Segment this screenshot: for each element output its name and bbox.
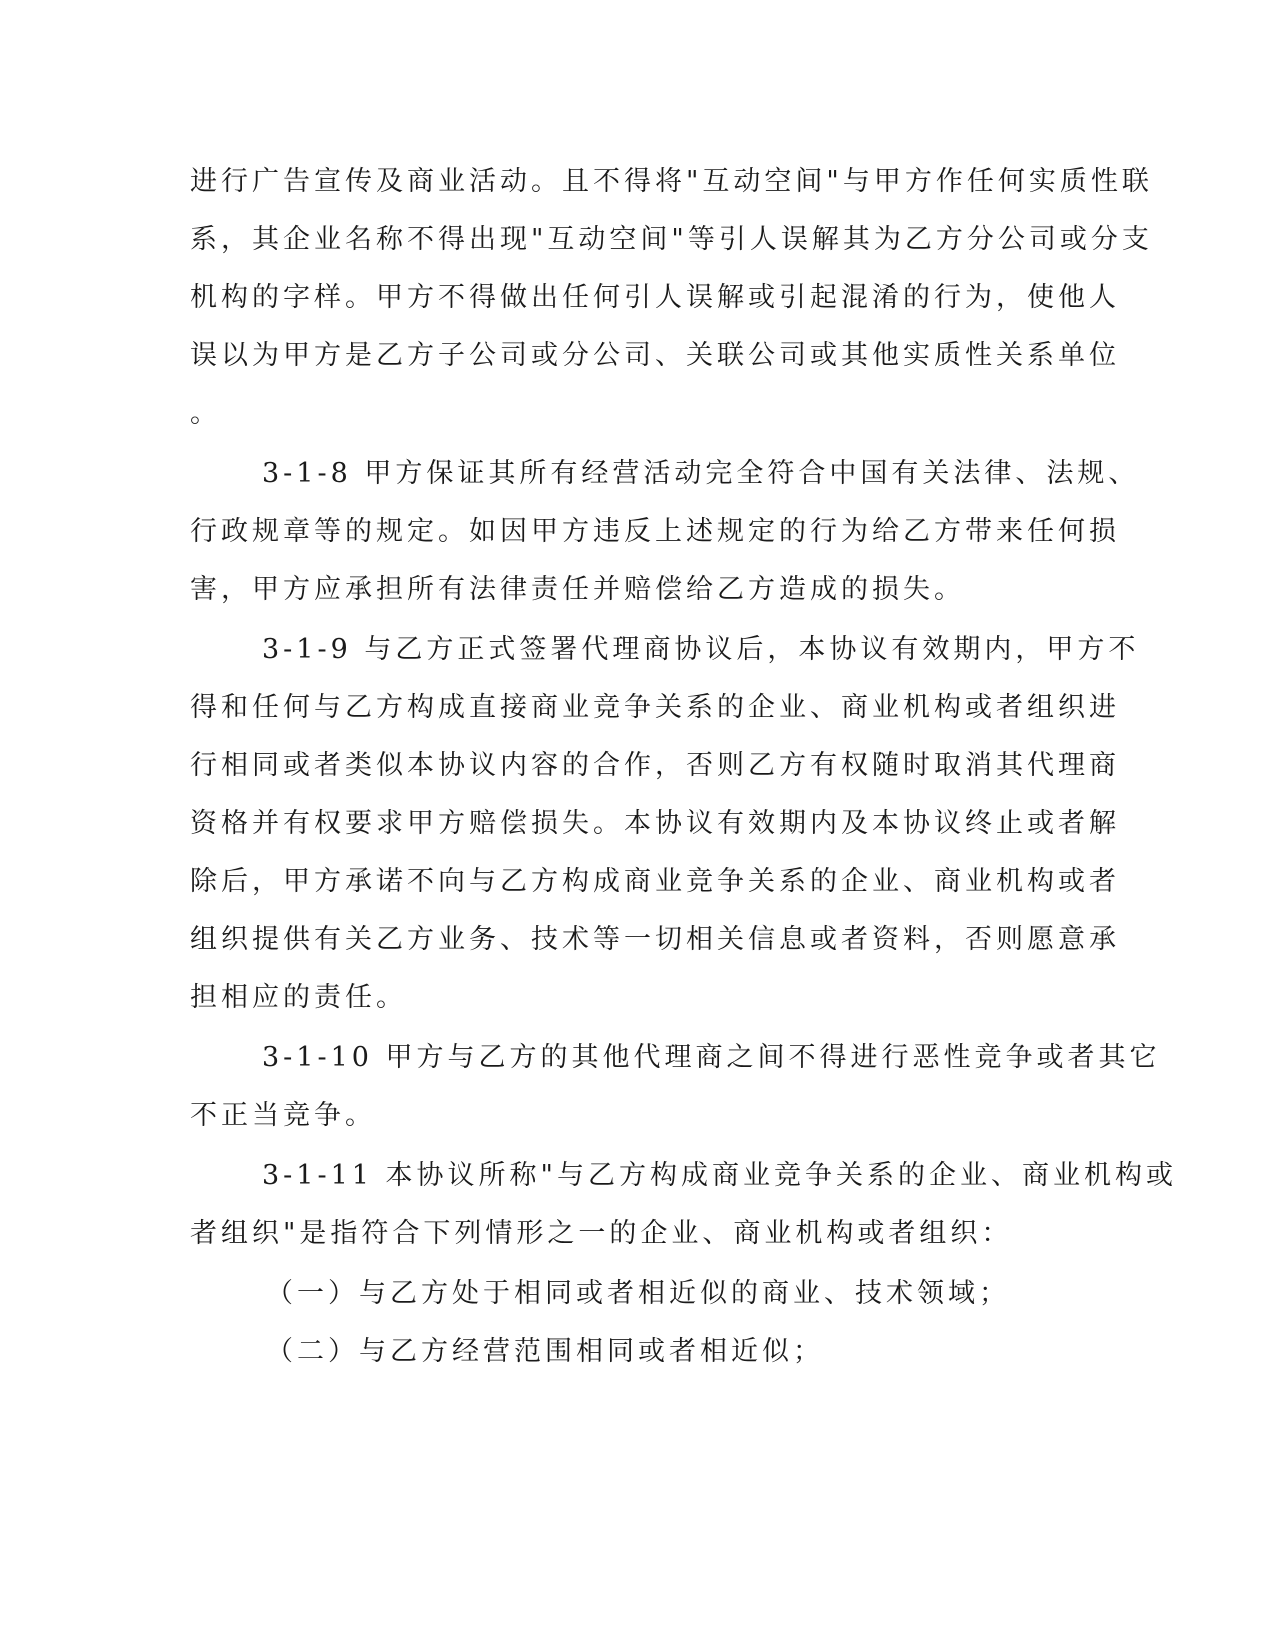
text-line: 者组织"是指符合下列情形之一的企业、商业机构或者组织： bbox=[190, 1218, 1013, 1249]
text-line: 害，甲方应承担所有法律责任并赔偿给乙方造成的损失。 bbox=[190, 574, 965, 605]
list-item: （二）与乙方经营范围相同或者相近似； bbox=[266, 1336, 824, 1367]
text-line: 机构的字样。甲方不得做出任何引人误解或引起混淆的行为，使他人 bbox=[190, 282, 1120, 313]
text-line: 行政规章等的规定。如因甲方违反上述规定的行为给乙方带来任何损 bbox=[190, 516, 1120, 547]
text-line: 除后，甲方承诺不向与乙方构成商业竞争关系的企业、商业机构或者 bbox=[190, 866, 1120, 897]
text-line: 组织提供有关乙方业务、技术等一切相关信息或者资料，否则愿意承 bbox=[190, 924, 1120, 955]
clause-3-1-8-start: 3-1-8 甲方保证其所有经营活动完全符合中国有关法律、法规、 bbox=[262, 458, 1140, 489]
text-line: 不正当竞争。 bbox=[190, 1100, 376, 1131]
clause-3-1-9-start: 3-1-9 与乙方正式签署代理商协议后，本协议有效期内，甲方不 bbox=[262, 634, 1140, 665]
list-item: （一）与乙方处于相同或者相近似的商业、技术领域； bbox=[266, 1278, 1010, 1309]
text-line: 得和任何与乙方构成直接商业竞争关系的企业、商业机构或者组织进 bbox=[190, 692, 1120, 723]
clause-3-1-10-start: 3-1-10 甲方与乙方的其他代理商之间不得进行恶性竞争或者其它 bbox=[262, 1042, 1161, 1073]
text-line: 行相同或者类似本协议内容的合作，否则乙方有权随时取消其代理商 bbox=[190, 750, 1120, 781]
text-line: 系，其企业名称不得出现"互动空间"等引人误解其为乙方分公司或分支 bbox=[190, 224, 1153, 255]
text-line: 进行广告宣传及商业活动。且不得将"互动空间"与甲方作任何实质性联 bbox=[190, 166, 1153, 197]
text-line: 误以为甲方是乙方子公司或分公司、关联公司或其他实质性关系单位 bbox=[190, 340, 1120, 371]
clause-3-1-11-start: 3-1-11 本协议所称"与乙方构成商业竞争关系的企业、商业机构或 bbox=[262, 1160, 1177, 1191]
text-line: 担相应的责任。 bbox=[190, 982, 407, 1013]
text-line: 资格并有权要求甲方赔偿损失。本协议有效期内及本协议终止或者解 bbox=[190, 808, 1120, 839]
text-line: 。 bbox=[190, 398, 221, 429]
